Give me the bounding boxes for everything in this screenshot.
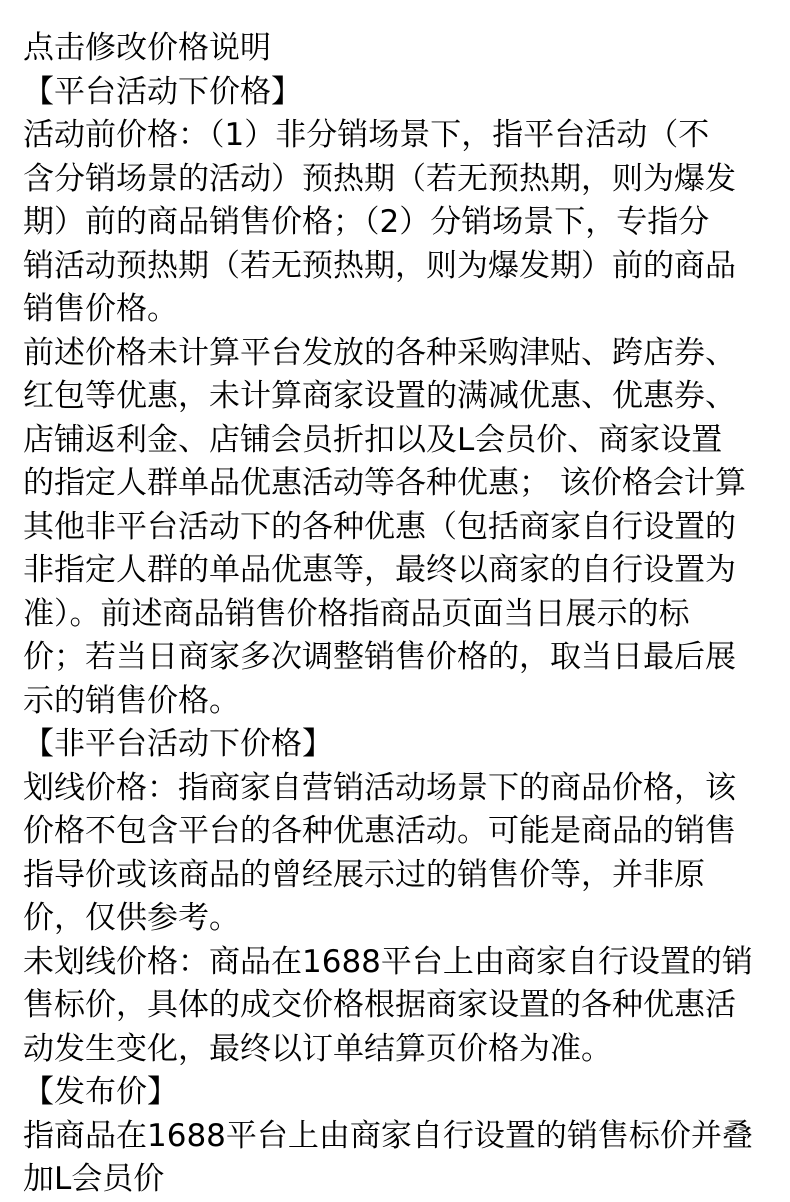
section-heading-published-price: 【发布价】 (23, 1074, 178, 1110)
paragraph-line: 加L会员价 (23, 1161, 165, 1197)
paragraph-line: 销售价格。 (23, 291, 178, 327)
paragraph-line: 期）前的商品销售价格；（2）分销场景下，专指分 (23, 204, 710, 240)
paragraph-line: 销活动预热期（若无预热期，则为爆发期）前的商品 (23, 247, 736, 284)
paragraph-line: 指商品在1688平台上由商家自行设置的销售标价并叠 (23, 1117, 753, 1154)
paragraph-line: 价，仅供参考。 (23, 900, 240, 936)
page-title: 点击修改价格说明 (23, 30, 271, 66)
section-heading-non-platform-activity-price: 【非平台活动下价格】 (23, 726, 333, 762)
paragraph-line: 售标价，具体的成交价格根据商家设置的各种优惠活 (23, 987, 736, 1023)
paragraph-line: 示的销售价格。 (23, 682, 240, 719)
paragraph-line: 准）。前述商品销售价格指商品页面当日展示的标 (23, 595, 690, 632)
paragraph-line: 店铺返利金、店铺会员折扣以及L会员价、商家设置 (23, 421, 723, 458)
paragraph-line: 动发生变化，最终以订单结算页价格为准。 (23, 1030, 612, 1067)
paragraph-line: 活动前价格：（1）非分销场景下，指平台活动（不 (23, 117, 710, 153)
paragraph-line: 价格不包含平台的各种优惠活动。可能是商品的销售 (23, 813, 736, 849)
paragraph-line: 前述价格未计算平台发放的各种采购津贴、跨店券、 (23, 334, 736, 371)
paragraph-line: 红包等优惠，未计算商家设置的满减优惠、优惠券、 (23, 378, 736, 414)
paragraph-line: 价；若当日商家多次调整销售价格的，取当日最后展 (23, 639, 736, 675)
paragraph-line: 划线价格：指商家自营销活动场景下的商品价格，该 (23, 769, 736, 806)
paragraph-line: 其他非平台活动下的各种优惠（包括商家自行设置的 (23, 508, 736, 545)
paragraph-line: 未划线价格：商品在1688平台上由商家自行设置的销 (23, 943, 753, 980)
section-heading-platform-activity-price: 【平台活动下价格】 (23, 73, 302, 110)
paragraph-line: 的指定人群单品优惠活动等各种优惠； 该价格会计算 (23, 465, 746, 501)
paragraph-line: 非指定人群的单品优惠等，最终以商家的自行设置为 (23, 552, 736, 588)
paragraph-line: 含分销场景的活动）预热期（若无预热期，则为爆发 (23, 160, 736, 197)
paragraph-line: 指导价或该商品的曾经展示过的销售价等，并非原 (23, 856, 705, 893)
